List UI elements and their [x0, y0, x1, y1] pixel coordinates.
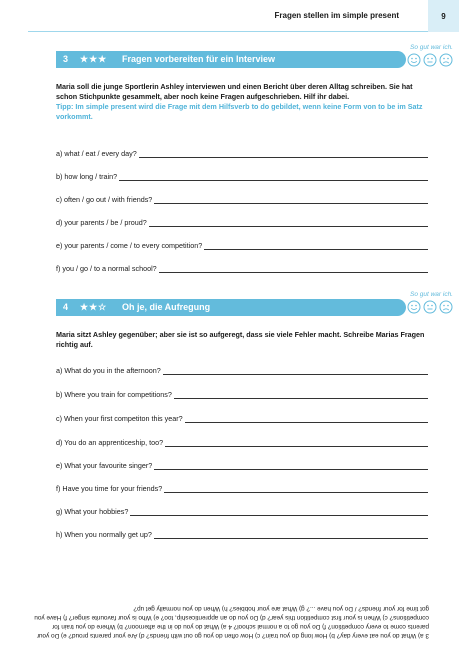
exercise-4-difficulty-stars: ★★☆	[80, 302, 108, 312]
smiley-happy-icon[interactable]	[407, 300, 421, 314]
ex4-self-check-label: So gut war ich.	[410, 291, 453, 298]
ex4-self-check-smileys[interactable]	[405, 300, 455, 316]
exercise-4-banner	[56, 299, 406, 316]
exercise-3-title: Fragen vorbereiten für ein Interview	[122, 54, 276, 64]
ex4-item-h	[56, 530, 428, 542]
ex4-item-c	[56, 414, 428, 426]
exercise-3-banner	[56, 51, 406, 68]
header-rule	[28, 31, 428, 32]
answer-line[interactable]	[119, 172, 428, 181]
smiley-neutral-icon[interactable]	[423, 300, 437, 314]
answer-line[interactable]	[154, 461, 428, 470]
ex4-item-prompt: c) When your first competiton this year?	[56, 414, 183, 423]
answer-line[interactable]	[165, 438, 428, 447]
ex4-item-prompt: g) What your hobbies?	[56, 507, 129, 516]
ex4-item-d	[56, 438, 428, 450]
answer-line[interactable]	[174, 390, 428, 399]
answer-line[interactable]	[130, 507, 428, 516]
answer-line[interactable]	[154, 530, 428, 539]
ex4-item-prompt: d) You do an apprenticeship, too?	[56, 438, 164, 447]
page-header-title: Fragen stellen im simple present	[274, 11, 399, 20]
exercise-3-tip: Tipp: Im simple present wird die Frage mit dem Hilfsverb to do gebildet, wenn keine Form von to be im Satz vorkommt.	[56, 102, 423, 121]
exercise-3-number: 3	[63, 54, 69, 64]
exercise-3-intro-text: Maria soll die junge Sportlerin Ashley interviewen und einen Bericht über deren Alltag schreiben. Sie hat schon Stichpunkte gesammelt, aber noch keine Fragen aufgeschrieben. Hilf ihr dabei.	[56, 82, 413, 101]
answer-key-upside-down: 3 a) What do you eat every day? b) How long do you train? c) How often do you go out with friends? d) Are your parents proud? e) Do your parents come to every competition? f) Do you go to a normal school? 4 a) What do you do in the afternoon? b) Where do you train for competitions? c) When is your first competition this year? d) Do you do an apprenticeship, too? e) Who is your favourite singer? f) Have you got time for your friends? / Do you have ...? g) What are your hobbies? h) When do you normally get up?	[34, 605, 429, 639]
ex3-item-e	[56, 241, 428, 253]
answer-line[interactable]	[149, 218, 428, 227]
smiley-sad-icon[interactable]	[439, 300, 453, 314]
ex3-item-b	[56, 172, 428, 184]
ex4-item-e	[56, 461, 428, 473]
ex3-item-prompt: c) often / go out / with friends?	[56, 195, 153, 204]
ex3-item-f	[56, 264, 428, 276]
ex4-item-prompt: e) What your favourite singer?	[56, 461, 153, 470]
answer-line[interactable]	[164, 484, 428, 493]
answer-line[interactable]	[154, 195, 428, 204]
ex4-item-g	[56, 507, 428, 519]
ex4-item-prompt: a) What do you in the afternoon?	[56, 366, 161, 375]
ex3-self-check-smileys[interactable]	[405, 53, 455, 69]
ex3-self-check-label: So gut war ich.	[410, 44, 453, 51]
exercise-4-instructions: Maria sitzt Ashley gegenüber; aber sie ist so aufgeregt, dass sie viele Fehler macht. Schreibe Marias Fragen richtig auf.	[56, 330, 425, 349]
smiley-happy-icon[interactable]	[407, 53, 421, 67]
ex3-item-prompt: b) how long / train?	[56, 172, 118, 181]
page-number: 9	[441, 12, 446, 21]
ex4-item-a	[56, 366, 428, 378]
ex3-item-a	[56, 149, 428, 161]
ex4-item-prompt: h) When you normally get up?	[56, 530, 152, 539]
ex4-item-prompt: b) Where you train for competitions?	[56, 390, 172, 399]
answer-line[interactable]	[139, 149, 428, 158]
answer-line[interactable]	[204, 241, 428, 250]
smiley-neutral-icon[interactable]	[423, 53, 437, 67]
ex3-item-prompt: e) your parents / come / to every competition?	[56, 241, 203, 250]
smiley-sad-icon[interactable]	[439, 53, 453, 67]
ex3-item-prompt: d) your parents / be / proud?	[56, 218, 147, 227]
exercise-4-title: Oh je, die Aufregung	[122, 302, 211, 312]
ex3-item-prompt: a) what / eat / every day?	[56, 149, 137, 158]
page-number-tab	[428, 0, 459, 32]
ex4-item-prompt: f) Have you time for your friends?	[56, 484, 163, 493]
exercise-4-number: 4	[63, 302, 69, 312]
exercise-3-difficulty-stars: ★★★	[80, 54, 108, 64]
ex4-item-b	[56, 390, 428, 402]
answer-line[interactable]	[159, 264, 428, 273]
ex3-item-c	[56, 195, 428, 207]
answer-line[interactable]	[163, 366, 428, 375]
ex3-item-d	[56, 218, 428, 230]
answer-line[interactable]	[185, 414, 428, 423]
exercise-3-instructions	[56, 82, 426, 122]
ex3-item-prompt: f) you / go / to a normal school?	[56, 264, 157, 273]
ex4-item-f	[56, 484, 428, 496]
